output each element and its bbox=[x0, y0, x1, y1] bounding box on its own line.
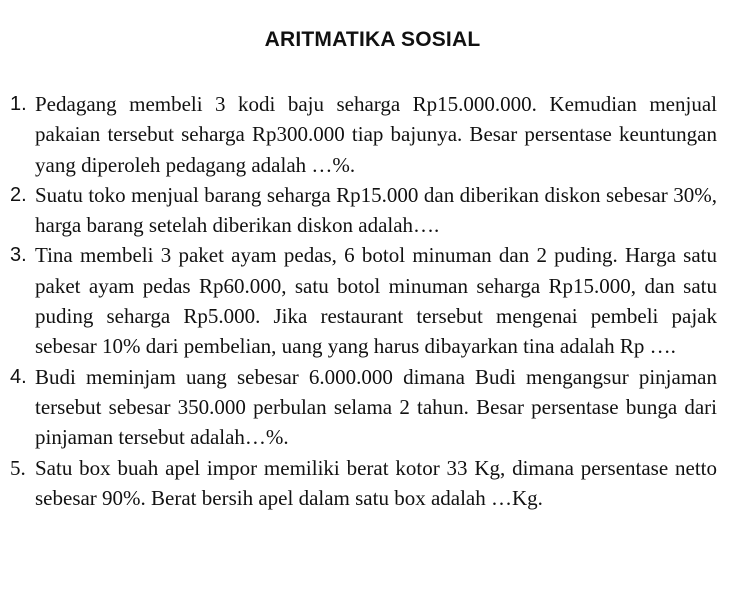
question-item bbox=[10, 89, 717, 180]
question-text: Pedagang membeli 3 kodi baju seharga Rp15.000.000. Kemudian menjual pakaian tersebut seharga Rp300.000 tiap bajunya. Besar persentase keuntungan yang diperoleh pedagang adalah …%. bbox=[35, 92, 717, 177]
question-item bbox=[10, 240, 717, 361]
question-number: 3. bbox=[10, 244, 27, 267]
question-item bbox=[10, 180, 717, 241]
page-title: ARITMATIKA SOSIAL bbox=[264, 28, 481, 51]
question-text: Tina membeli 3 paket ayam pedas, 6 botol minuman dan 2 puding. Harga satu paket ayam pedas Rp60.000, satu botol minuman seharga Rp15.000, dan satu puding seharga Rp5.000. Jika restaurant tersebut mengenai pembeli pajak sebesar 10% dari pembelian, uang yang harus dibayarkan tina adalah Rp …. bbox=[35, 243, 717, 359]
question-number: 5. bbox=[10, 455, 26, 480]
question-number: 4. bbox=[10, 365, 27, 388]
question-text: Suatu toko menjual barang seharga Rp15.000 dan diberikan diskon sebesar 30%, harga barang setelah diberikan diskon adalah…. bbox=[35, 182, 717, 238]
question-text: Satu box buah apel impor memiliki berat kotor 33 Kg, dimana persentase netto sebesar 90%. Berat bersih apel dalam satu box adalah …Kg. bbox=[35, 455, 717, 510]
question-list bbox=[10, 89, 717, 513]
question-item bbox=[10, 453, 717, 514]
question-number: 1. bbox=[10, 93, 27, 115]
question-item bbox=[10, 362, 717, 453]
question-text: Budi meminjam uang sebesar 6.000.000 dimana Budi mengangsur pinjaman tersebut sebesar 350.000 perbulan selama 2 tahun. Besar persentase bunga dari pinjaman tersebut adalah…%. bbox=[35, 364, 717, 450]
question-number: 2. bbox=[10, 183, 27, 206]
